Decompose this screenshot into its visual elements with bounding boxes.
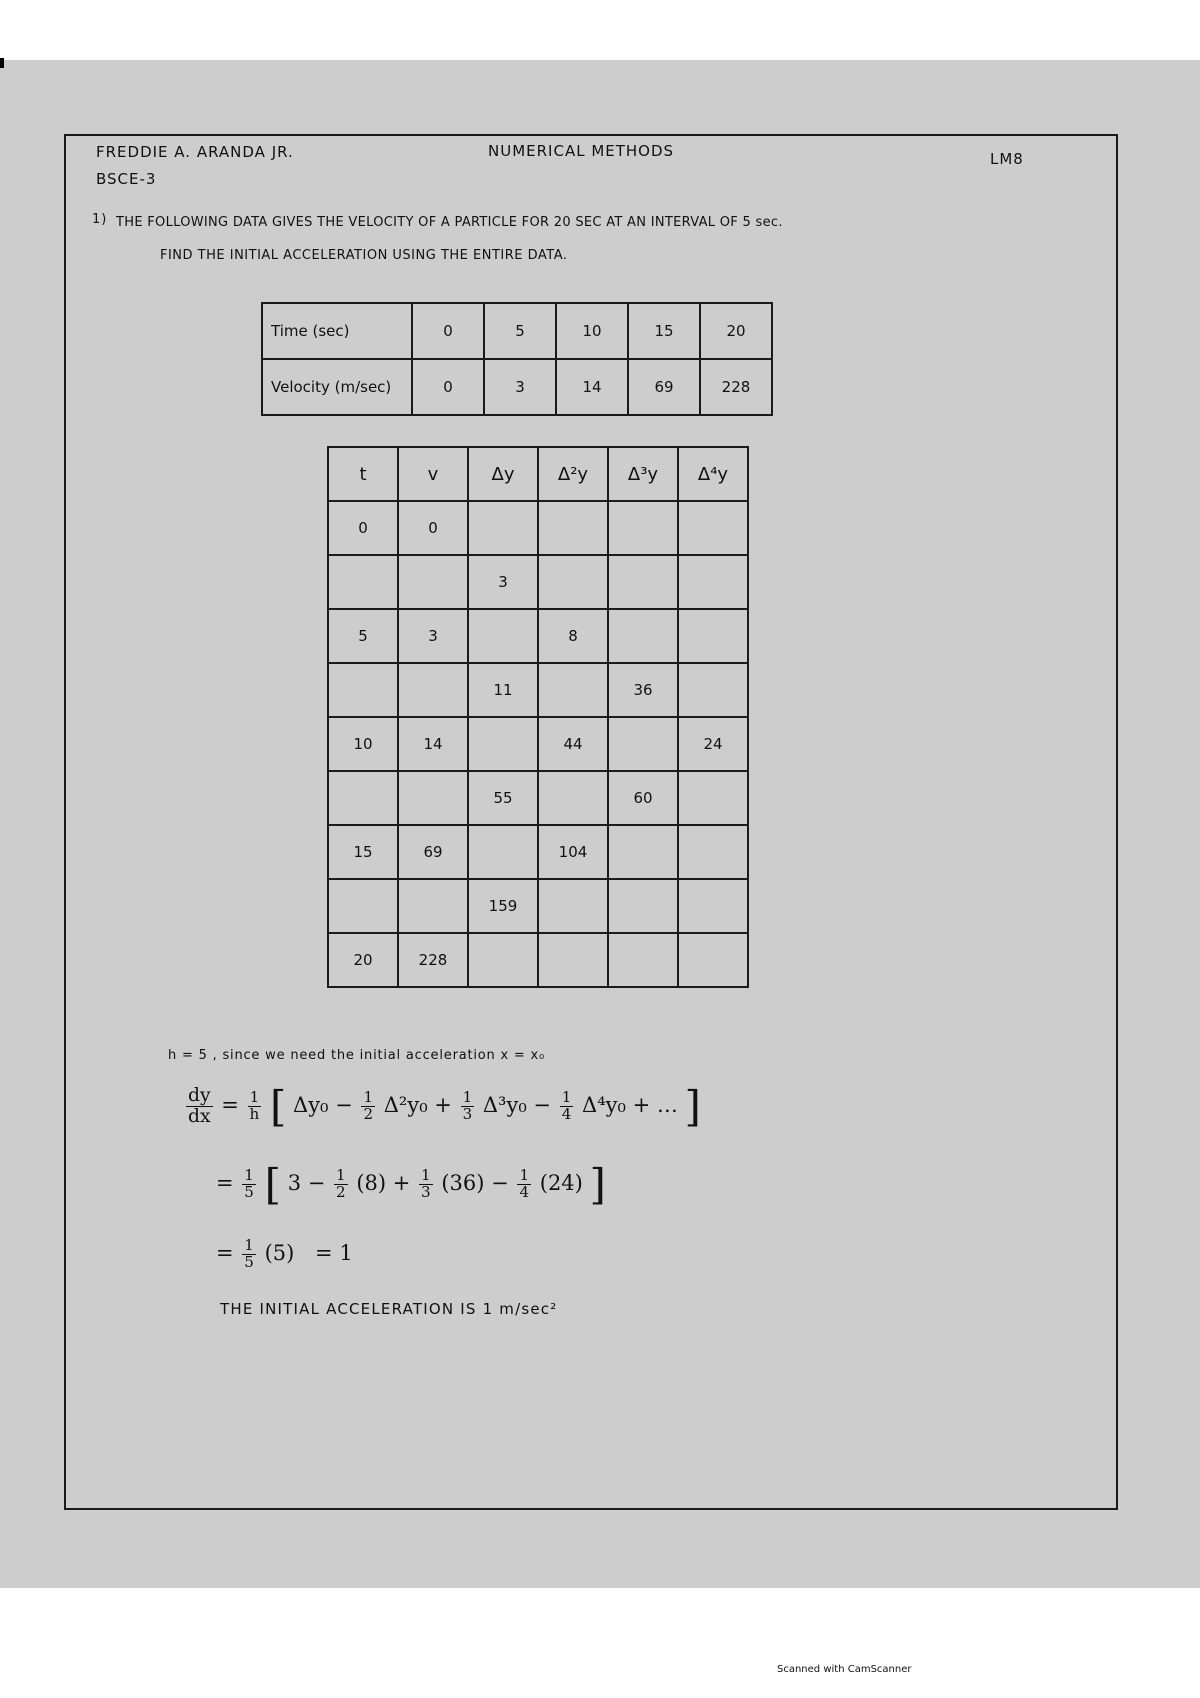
scan-edge-mark bbox=[0, 58, 4, 68]
problem-line-2: FIND THE INITIAL ACCELERATION USING THE ENTIRE DATA. bbox=[160, 248, 568, 263]
formula-term: Δ⁴y₀ + … bbox=[582, 1093, 678, 1117]
table-cell: 36 bbox=[608, 663, 678, 717]
fraction-numerator: 1 bbox=[244, 1236, 254, 1254]
table-cell: 69 bbox=[398, 825, 468, 879]
header-cell: t bbox=[328, 447, 398, 501]
table-row bbox=[262, 303, 772, 359]
table-cell bbox=[608, 501, 678, 555]
table-cell bbox=[468, 609, 538, 663]
derivative-fraction bbox=[186, 1086, 213, 1126]
substitution-term: (8) + bbox=[356, 1171, 411, 1195]
table-cell bbox=[398, 663, 468, 717]
table-cell bbox=[398, 555, 468, 609]
table-cell bbox=[678, 555, 748, 609]
fraction-numerator: 1 bbox=[561, 1088, 572, 1107]
fraction-numerator: 1 bbox=[462, 1088, 473, 1107]
student-section: BSCE-3 bbox=[96, 170, 157, 188]
table-row bbox=[328, 717, 748, 771]
fraction-denominator: 5 bbox=[244, 1183, 254, 1201]
derivative-numerator: dy bbox=[188, 1085, 211, 1107]
table-cell: 14 bbox=[398, 717, 468, 771]
table-cell bbox=[678, 609, 748, 663]
table-cell bbox=[538, 501, 608, 555]
table-cell: 0 bbox=[398, 501, 468, 555]
header-cell: v bbox=[398, 447, 468, 501]
scanner-footer: Scanned with CamScanner bbox=[777, 1664, 912, 1675]
table-cell: 3 bbox=[484, 359, 556, 415]
substitution-term: 3 − bbox=[287, 1171, 326, 1195]
table-cell: 60 bbox=[608, 771, 678, 825]
table-cell: 55 bbox=[468, 771, 538, 825]
fraction-denominator: 5 bbox=[244, 1252, 254, 1271]
table-cell: Velocity (m/sec) bbox=[262, 359, 412, 415]
table-row bbox=[328, 933, 748, 987]
course-title: NUMERICAL METHODS bbox=[488, 142, 675, 160]
header-cell: Δ⁴y bbox=[678, 447, 748, 501]
table-cell: 228 bbox=[700, 359, 772, 415]
table-cell: 3 bbox=[468, 555, 538, 609]
fraction-numerator: 1 bbox=[336, 1166, 346, 1185]
solution-given-line: h = 5 , since we need the initial acceleration x = x₀ bbox=[168, 1048, 546, 1063]
table-cell bbox=[538, 771, 608, 825]
table-row bbox=[328, 825, 748, 879]
table-cell: 69 bbox=[628, 359, 700, 415]
table-cell bbox=[608, 555, 678, 609]
formula-term: Δ³y₀ − bbox=[482, 1093, 552, 1117]
table-row bbox=[328, 555, 748, 609]
conclusion-text: THE INITIAL ACCELERATION IS 1 m/sec² bbox=[220, 1300, 558, 1318]
result-term: (5) bbox=[264, 1240, 295, 1265]
table-cell bbox=[328, 771, 398, 825]
table-cell bbox=[608, 879, 678, 933]
table-cell bbox=[538, 663, 608, 717]
one-over-h bbox=[248, 1090, 262, 1123]
formula-line bbox=[184, 1082, 701, 1131]
table-cell: 14 bbox=[556, 359, 628, 415]
table-cell bbox=[608, 609, 678, 663]
fraction-denominator: 4 bbox=[561, 1105, 572, 1123]
fraction-one-fifth bbox=[242, 1168, 256, 1201]
table-cell: Time (sec) bbox=[262, 303, 412, 359]
fraction-one-half bbox=[361, 1090, 375, 1123]
fraction-numerator: 1 bbox=[421, 1166, 431, 1185]
open-bracket: [ bbox=[269, 1082, 287, 1131]
table-cell bbox=[398, 771, 468, 825]
table-cell: 3 bbox=[398, 609, 468, 663]
result-value: = 1 bbox=[315, 1240, 353, 1265]
fraction-one-fourth bbox=[560, 1090, 574, 1123]
table-cell bbox=[538, 555, 608, 609]
substitution-line bbox=[216, 1160, 606, 1209]
difference-table bbox=[327, 446, 749, 988]
fraction-one-fourth bbox=[517, 1168, 531, 1201]
table-row bbox=[328, 663, 748, 717]
close-bracket: ] bbox=[684, 1082, 701, 1131]
table-cell: 15 bbox=[328, 825, 398, 879]
table-cell: 0 bbox=[328, 501, 398, 555]
table-cell: 11 bbox=[468, 663, 538, 717]
table-row bbox=[328, 501, 748, 555]
table-row bbox=[328, 771, 748, 825]
table-cell bbox=[328, 555, 398, 609]
table-cell bbox=[678, 933, 748, 987]
table-cell bbox=[678, 825, 748, 879]
table-cell: 5 bbox=[328, 609, 398, 663]
fraction-one-third bbox=[461, 1090, 475, 1123]
table-cell bbox=[328, 663, 398, 717]
fraction-denominator: h bbox=[249, 1105, 260, 1123]
table-cell bbox=[608, 717, 678, 771]
equals-sign: = bbox=[221, 1093, 239, 1117]
table-cell bbox=[538, 879, 608, 933]
fraction-numerator: 1 bbox=[244, 1166, 254, 1185]
table-row bbox=[328, 879, 748, 933]
table-cell: 228 bbox=[398, 933, 468, 987]
fraction-one-third bbox=[419, 1168, 433, 1201]
table-cell: 5 bbox=[484, 303, 556, 359]
fraction-one-half bbox=[334, 1168, 348, 1201]
open-bracket: [ bbox=[264, 1160, 281, 1209]
fraction-one-fifth bbox=[242, 1238, 256, 1271]
table-cell: 0 bbox=[412, 359, 484, 415]
result-line bbox=[216, 1238, 353, 1271]
table-cell bbox=[678, 501, 748, 555]
table-cell bbox=[538, 933, 608, 987]
module-code: LM8 bbox=[990, 150, 1024, 168]
table-cell: 0 bbox=[412, 303, 484, 359]
header-cell: Δ²y bbox=[538, 447, 608, 501]
table-row bbox=[262, 359, 772, 415]
table-cell: 20 bbox=[700, 303, 772, 359]
fraction-denominator: 2 bbox=[363, 1105, 374, 1123]
table-cell bbox=[678, 663, 748, 717]
formula-term: Δ²y₀ + bbox=[383, 1093, 452, 1117]
fraction-numerator: 1 bbox=[519, 1166, 530, 1185]
problem-number: 1) bbox=[92, 212, 108, 227]
table-cell: 44 bbox=[538, 717, 608, 771]
table-cell: 104 bbox=[538, 825, 608, 879]
equals-sign: = bbox=[216, 1240, 234, 1265]
substitution-term: (36) − bbox=[441, 1171, 509, 1195]
student-name: FREDDIE A. ARANDA JR. bbox=[96, 143, 294, 161]
table-cell bbox=[468, 933, 538, 987]
table-cell bbox=[608, 825, 678, 879]
table-cell bbox=[468, 501, 538, 555]
table-cell: 159 bbox=[468, 879, 538, 933]
formula-term: Δy₀ − bbox=[293, 1093, 353, 1117]
table-cell: 10 bbox=[556, 303, 628, 359]
table-cell bbox=[468, 717, 538, 771]
table-cell: 20 bbox=[328, 933, 398, 987]
close-bracket: ] bbox=[589, 1160, 606, 1209]
table-header-row bbox=[328, 447, 748, 501]
table-row bbox=[328, 609, 748, 663]
data-table bbox=[261, 302, 773, 416]
substitution-term: (24) bbox=[539, 1171, 583, 1195]
table-cell bbox=[678, 771, 748, 825]
table-cell: 10 bbox=[328, 717, 398, 771]
table-cell bbox=[328, 879, 398, 933]
header-cell: Δy bbox=[468, 447, 538, 501]
table-cell bbox=[608, 933, 678, 987]
table-cell: 15 bbox=[628, 303, 700, 359]
fraction-denominator: 2 bbox=[336, 1183, 346, 1201]
table-cell: 24 bbox=[678, 717, 748, 771]
header-cell: Δ³y bbox=[608, 447, 678, 501]
fraction-numerator: 1 bbox=[363, 1088, 374, 1107]
table-cell: 8 bbox=[538, 609, 608, 663]
fraction-denominator: 3 bbox=[421, 1183, 431, 1201]
fraction-denominator: 3 bbox=[462, 1105, 473, 1123]
table-cell bbox=[398, 879, 468, 933]
fraction-numerator: 1 bbox=[248, 1090, 262, 1107]
table-cell bbox=[678, 879, 748, 933]
derivative-denominator: dx bbox=[188, 1106, 211, 1127]
equals-sign: = bbox=[216, 1171, 234, 1195]
fraction-denominator: 4 bbox=[519, 1183, 530, 1201]
table-cell bbox=[468, 825, 538, 879]
problem-line-1: THE FOLLOWING DATA GIVES THE VELOCITY OF A PARTICLE FOR 20 SEC AT AN INTERVAL OF 5 sec. bbox=[116, 215, 783, 230]
